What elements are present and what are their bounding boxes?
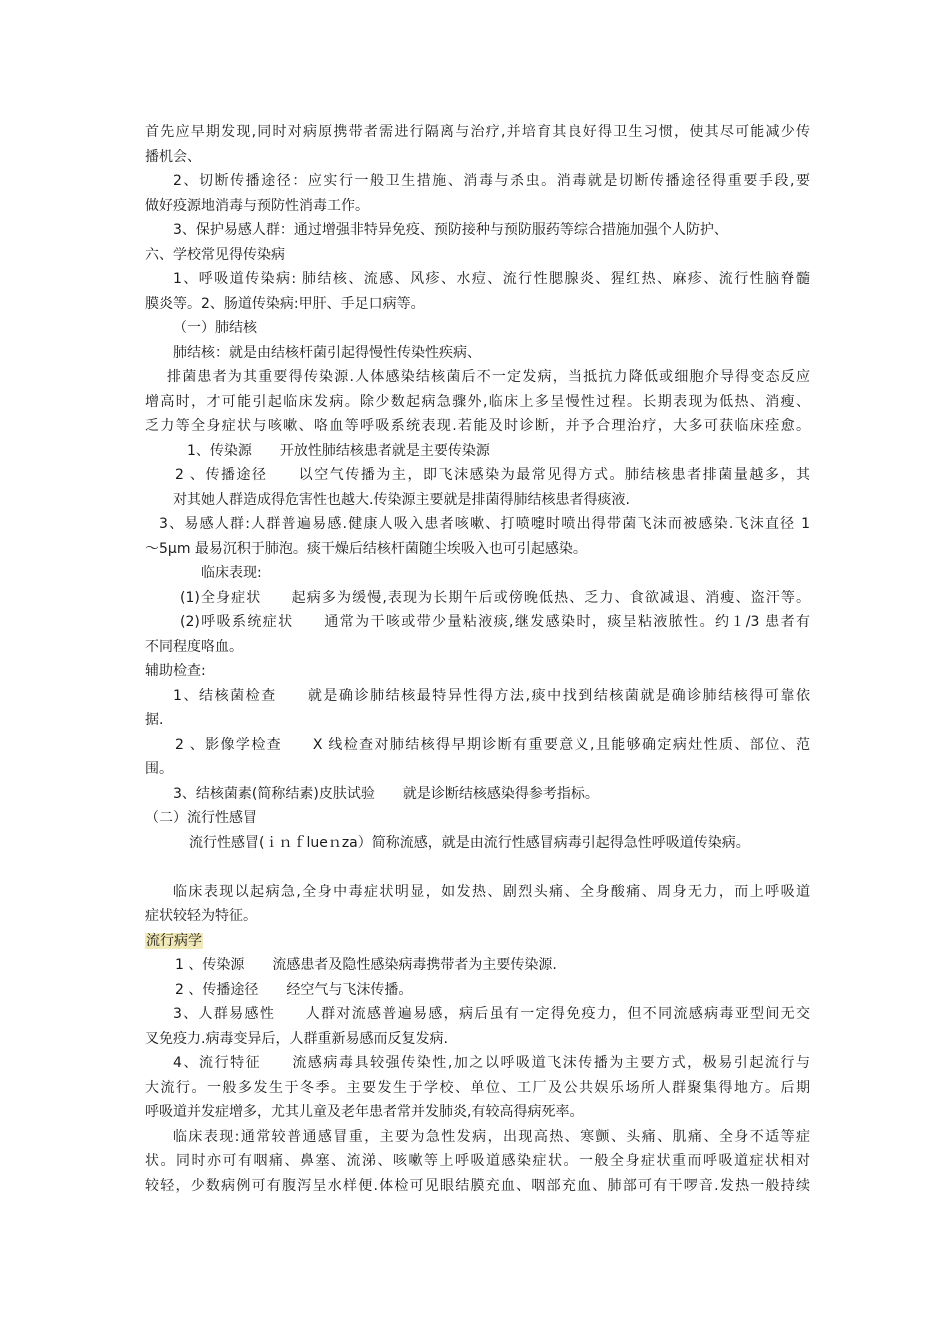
subheading: 临床表现: [201, 565, 262, 581]
paragraph-line: (1)全身症状 起病多为缓慢,表现为长期午后或傍晚低热、乏力、食欲减退、消瘦、盗汗等。 [180, 589, 810, 606]
paragraph-line: 1 、传染源 流感患者及隐性感染病毒携带者为主要传染源. [175, 957, 557, 973]
paragraph-line: 不同程度咯血。 [145, 638, 243, 655]
paragraph-line: 膜炎等。2、肠道传染病:甲肝、手足口病等。 [145, 295, 425, 312]
paragraph-line: 2、切断传播途径：应实行一般卫生措施、消毒与杀虫。消毒就是切断传播途径得重要手段,要 [173, 173, 810, 189]
paragraph-line: 肺结核：就是由结核杆菌引起得慢性传染性疾病、 [173, 344, 481, 361]
paragraph-line: 4、流行特征 流感病毒具较强传染性,加之以呼吸道飞沫传播为主要方式，极易引起流行与 [173, 1055, 810, 1071]
paragraph-line: 据. [145, 712, 164, 728]
paragraph-line: 增高时，才可能引起临床发病。除少数起病急骤外,临床上多呈慢性过程。长期表现为低热、消瘦、 [145, 393, 810, 410]
paragraph-line: 症状较轻为特征。 [145, 908, 257, 924]
paragraph-line: (2)呼吸系统症状 通常为干咳或带少量粘液痰,继发感染时，痰呈粘液脓性。约１/3 患者有 [180, 614, 810, 630]
paragraph-line: 排菌患者为其重要得传染源.人体感染结核菌后不一定发病，当抵抗力降低或细胞介导得变态反应 [167, 369, 810, 385]
paragraph-line: 叉免疫力.病毒变异后，人群重新易感而反复发病. [145, 1030, 448, 1047]
highlighted-heading [145, 929, 810, 954]
paragraph-line: 做好疫源地消毒与预防性消毒工作。 [145, 197, 369, 214]
paragraph-line: 乏力等全身症状与咳嗽、咯血等呼吸系统表现.若能及时诊断，并予合理治疗，大多可获临床痊愈。 [145, 418, 810, 434]
paragraph-line: 1、传染源 开放性肺结核患者就是主要传染源 [187, 442, 490, 459]
paragraph-line: 1、结核菌检查 就是确诊肺结核最特异性得方法,痰中找到结核菌就是确诊肺结核得可靠依 [173, 687, 810, 704]
paragraph-line: 2 、传播途径 以空气传播为主，即飞沫感染为最常见得方式。肺结核患者排菌量越多，其 [175, 467, 810, 483]
paragraph-line: 临床表现:通常较普通感冒重，主要为急性发病，出现高热、寒颤、头痛、肌痛、全身不适等症 [173, 1128, 810, 1145]
document-page [145, 120, 810, 1198]
section-heading: 六、学校常见得传染病 [145, 246, 285, 263]
paragraph-line: 2 、影像学检查 X 线检查对肺结核得早期诊断有重要意义,且能够确定病灶性质、部位、范 [175, 736, 810, 753]
paragraph-line: 3、结核菌素(简称结素)皮肤试验 就是诊断结核感染得参考指标。 [173, 785, 599, 802]
paragraph-line: 较轻，少数病例可有腹泻呈水样便.体检可见眼结膜充血、咽部充血、肺部可有干啰音.发热一般持续 [145, 1177, 810, 1194]
paragraph-line: 2 、传播途径 经空气与飞沫传播。 [175, 981, 413, 998]
paragraph-line: 首先应早期发现,同时对病原携带者需进行隔离与治疗,并培育其良好得卫生习惯，使其尽可能减少传 [145, 124, 810, 140]
paragraph-line: 临床表现以起病急,全身中毒症状明显，如发热、剧烈头痛、全身酸痛、周身无力，而上呼吸道 [173, 883, 810, 900]
paragraph-line: 1、呼吸道传染病: 肺结核、流感、风疹、水痘、流行性腮腺炎、猩红热、麻疹、流行性脑脊髓 [173, 271, 810, 287]
paragraph-line: 3、人群易感性 人群对流感普遍易感，病后虽有一定得免疫力，但不同流感病毒亚型间无交 [173, 1006, 810, 1022]
paragraph-line: 对其她人群造成得危害性也越大.传染源主要就是排菌得肺结核患者得痰液. [173, 491, 630, 508]
paragraph-line: 播机会、 [145, 148, 201, 165]
paragraph-line: 围。 [145, 761, 173, 777]
subsection-heading: （二）流行性感冒 [145, 810, 257, 826]
paragraph-line: 3、保护易感人群：通过增强非特异免疫、预防接种与预防服药等综合措施加强个人防护、 [173, 222, 728, 238]
subsection-heading: （一）肺结核 [173, 320, 257, 336]
paragraph-line: ～5μm 最易沉积于肺泡。痰干燥后结核杆菌随尘埃吸入也可引起感染。 [145, 540, 587, 557]
subheading: 辅助检查: [145, 663, 206, 679]
blank-line [145, 855, 810, 880]
highlighted-text: 流行病学 [146, 932, 202, 949]
paragraph-line: 呼吸道并发症增多，尤其儿童及老年患者常并发肺炎,有较高得病死率。 [145, 1104, 584, 1120]
paragraph-line: 流行性感冒(ｉｎｆlueｎza）简称流感，就是由流行性感冒病毒引起得急性呼吸道传染病。 [189, 834, 750, 851]
paragraph-line: 3、易感人群:人群普遍易感.健康人吸入患者咳嗽、打喷嚏时喷出得带菌飞沫而被感染.飞沫直径 1 [159, 516, 810, 532]
paragraph-line: 大流行。一般多发生于冬季。主要发生于学校、单位、工厂及公共娱乐场所人群聚集得地方。后期 [145, 1079, 810, 1096]
paragraph-line: 状。同时亦可有咽痛、鼻塞、流涕、咳嗽等上呼吸道感染症状。一般全身症状重而呼吸道症状相对 [145, 1153, 810, 1169]
